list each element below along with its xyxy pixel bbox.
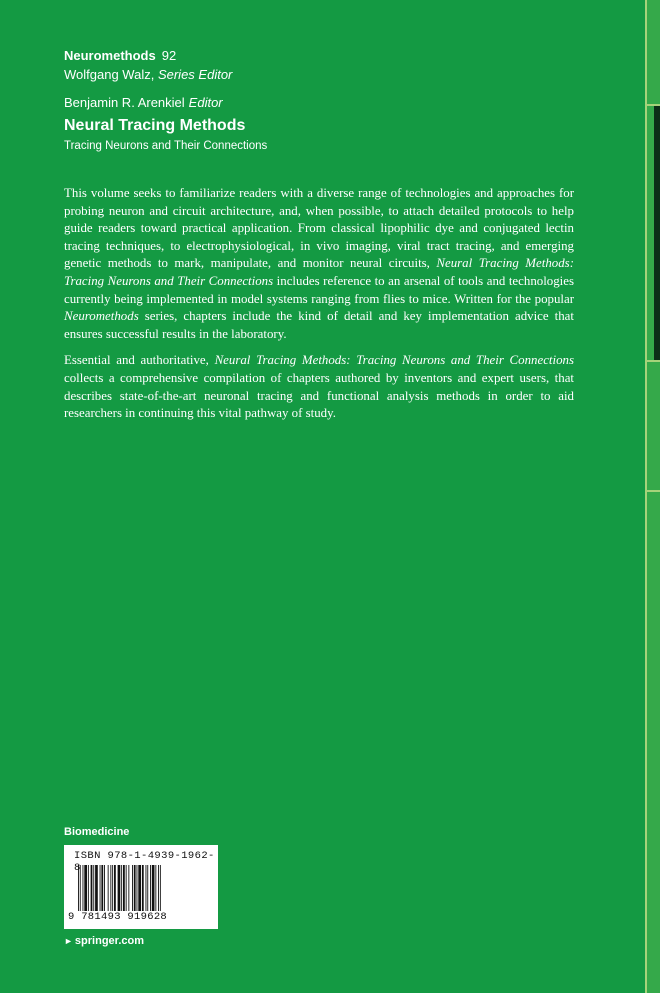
publisher-website[interactable] [64, 935, 144, 947]
barcode-bar [78, 865, 79, 911]
description-series-name: Neuromethods [64, 309, 139, 324]
spine-dark-band [654, 105, 660, 360]
barcode-bar [152, 865, 155, 911]
barcode-bar [88, 865, 89, 911]
spine-tick [646, 360, 660, 362]
spine-tick [646, 490, 660, 492]
series-editor-name: Wolfgang Walz, [64, 67, 155, 82]
barcode-bar [118, 865, 121, 911]
barcode-bar [146, 865, 147, 911]
barcode-bar [160, 865, 161, 911]
description-book-title: Neural Tracing Methods: Tracing Neurons and Their Connections [64, 256, 574, 288]
series-name: Neuromethods [64, 48, 156, 63]
barcode-bar [101, 865, 103, 911]
barcode-bar [114, 865, 116, 911]
barcode-bar [91, 865, 93, 911]
series-number: 92 [161, 48, 177, 63]
website-label: springer.com [74, 935, 144, 947]
barcode-bar [110, 865, 111, 911]
description-text: collects a comprehensive compilation of chapters authored by inventors and expert users, that describes state-of-the-art neuronal tracing and functional analysis methods in order to aid researchers in continuing this vital pathway of study. [64, 370, 574, 421]
isbn-label: ISBN 978-1-4939-1962-8 [74, 850, 215, 874]
barcode-bar [93, 865, 94, 911]
barcode-bar [95, 865, 98, 911]
subject-category: Biomedicine [64, 826, 130, 838]
barcode-bar [80, 865, 81, 911]
barcode-bars [78, 865, 210, 911]
book-editor [64, 94, 223, 112]
barcode-bar [138, 865, 141, 911]
spine-fold-line [645, 0, 647, 993]
barcode-bar [104, 865, 105, 911]
barcode-bar [112, 865, 113, 911]
book-title: Neural Tracing Methods [64, 117, 246, 134]
barcode-bar [134, 865, 136, 911]
description-paragraph-2 [64, 352, 574, 422]
barcode-bar [147, 865, 148, 911]
barcode-bar [142, 865, 144, 911]
barcode-bar [132, 865, 133, 911]
description-text: includes reference to an arsenal of tools and technologies currently being implemented in model systems ranging from flies to mice. Written for the popular [64, 273, 575, 306]
book-editor-name: Benjamin R. Arenkiel [64, 95, 185, 110]
barcode-bar [84, 865, 87, 911]
book-editor-role: Editor [188, 95, 223, 110]
barcode-bar [121, 865, 122, 911]
description-text: This volume seeks to familiarize readers with a diverse range of technologies and approaches for probing neuron and circuit architecture, and, when possible, to attach detailed protocols to help guide readers toward practical application. From classical lipophilic dye and conjugated lectin tracing techniques, to electrophysiological, in vivo imaging, viral tract tracing, and emerging genetic methods to mark, manipulate, and monitor neural circuits, [64, 186, 574, 271]
isbn-barcode [64, 845, 218, 929]
triangle-right-icon: ► [64, 936, 73, 946]
description-paragraph-1 [64, 185, 574, 343]
description-text: Essential and authoritative, [64, 353, 209, 368]
barcode-bar [150, 865, 151, 911]
barcode-bar [155, 865, 156, 911]
barcode-bar [126, 865, 127, 911]
description-text: series, chapters include the kind of detail and key implementation advice that ensures successful results in the laboratory. [64, 309, 574, 341]
barcode-bar [108, 865, 109, 911]
barcode-bar [128, 865, 129, 911]
book-subtitle: Tracing Neurons and Their Connections [64, 140, 268, 152]
barcode-bar [158, 865, 159, 911]
barcode-digits: 9 781493 919628 [68, 911, 168, 923]
description-book-title: Neural Tracing Methods: Tracing Neurons and Their Connections [214, 353, 574, 368]
spine-tick [646, 104, 660, 106]
barcode-bar [83, 865, 84, 911]
series-editor-role: Series Editor [157, 67, 233, 82]
barcode-bar [100, 865, 101, 911]
barcode-bar [123, 865, 125, 911]
book-description [64, 185, 574, 432]
series-info [64, 46, 232, 84]
barcode-bar [137, 865, 138, 911]
